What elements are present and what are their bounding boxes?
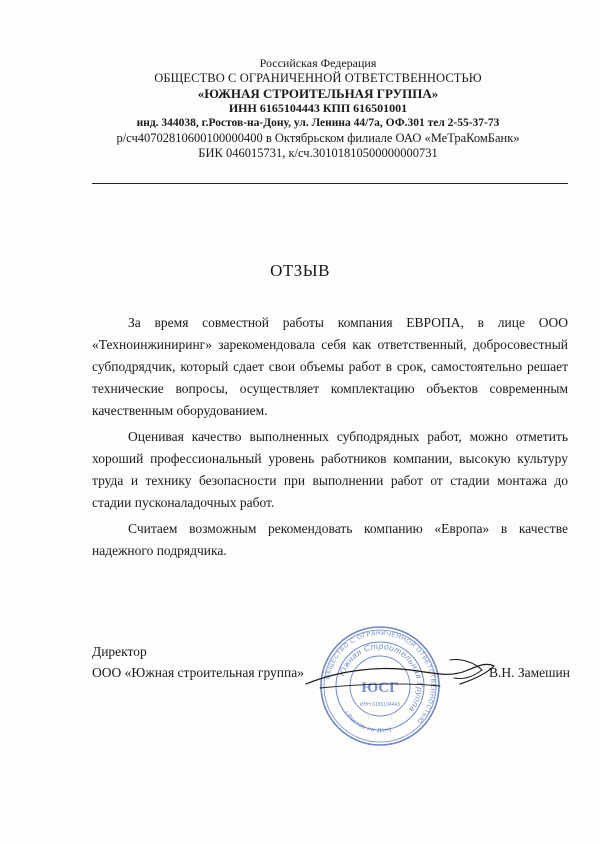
letterhead-org-type: ОБЩЕСТВО С ОГРАНИЧЕННОЙ ОТВЕТСТВЕННОСТЬЮ: [154, 71, 482, 85]
signer-name: В.Н. Замешин: [488, 665, 570, 680]
body-paragraph-1: За время совместной работы компания ЕВРОПА, в лице ООО «Техноинжиниринг» зарекомендовала себя как ответственный, добросовестный субподрядчик, который сдает свои объемы работ в срок, самостоятельно решает технические вопросы, осуществляет комплектацию объектов современным качественным оборудованием.: [92, 315, 568, 418]
letterhead-bank-account: р/сч40702810600100000400 в Октябрьском филиале ОАО «МеТраКомБанк»: [116, 131, 520, 145]
letter-body: [92, 312, 568, 566]
document-title: ОТЗЫВ: [270, 261, 330, 280]
stamp-ring-text: Южная Строительная Группа: [336, 640, 426, 715]
letterhead-address: инд. 344038, г.Ростов-на-Дону, ул. Ленина 44/7а, ОФ.301 тел 2-55-37-73: [136, 117, 500, 129]
signer-role: Директор: [92, 644, 147, 659]
letterhead-country: Российская Федерация: [259, 56, 377, 70]
letterhead: [60, 56, 576, 161]
signer-row: [92, 662, 570, 683]
letterhead-org-name: «ЮЖНАЯ СТРОИТЕЛЬНАЯ ГРУППА»: [197, 86, 439, 101]
stamp-bottom-text: г.Ростов-на-Дону: [342, 710, 394, 735]
stamp-outer-text: ОБЩЕСТВО С ОГРАНИЧЕННОЙ ОТВЕТСТВЕННОСТЬЮ: [324, 629, 437, 725]
letterhead-bik: БИК 046015731, к/сч.30101810500000000731: [198, 146, 438, 160]
signature-block: [92, 641, 570, 683]
stamp-inn-text: ИНН 6165104443: [359, 702, 401, 708]
signer-company: ООО «Южная строительная группа»: [92, 665, 304, 680]
letterhead-divider: [92, 183, 568, 184]
letterhead-inn-kpp: ИНН 6165104443 КПП 616501001: [228, 101, 408, 115]
body-paragraph-2: Оценивая качество выполненных субподрядных работ, можно отметить хороший профессиональный уровень работников компании, высокую культуру труда и технику безопасности при выполнении работ от стадии монтажа до стадии пусконаладочных работ.: [92, 429, 568, 510]
stamp-center-text: ЮСГ: [361, 680, 399, 696]
body-paragraph-3: Считаем возможным рекомендовать компанию «Европа» в качестве надежного подрядчика.: [92, 521, 568, 558]
